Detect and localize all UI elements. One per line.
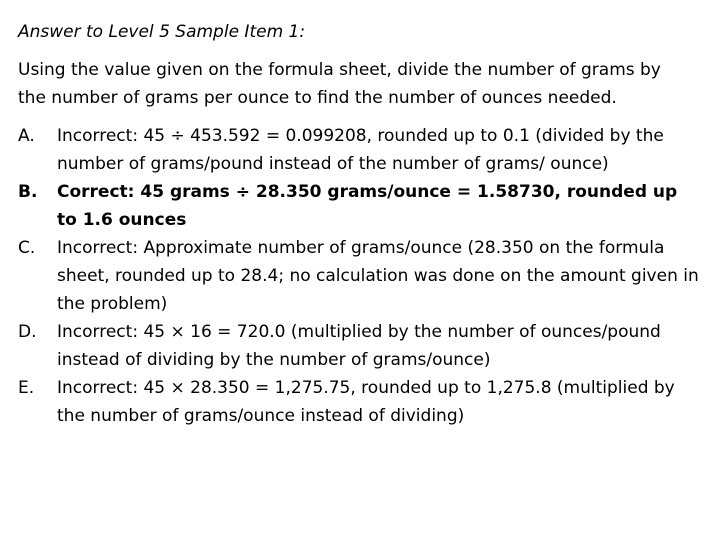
explanation-paragraph: Using the value given on the formula sheet, divide the number of grams by the number of grams per ounce to find the number of ounces needed. — [18, 60, 661, 108]
answer-item-a — [18, 122, 702, 178]
answer-item-b-correct — [18, 178, 702, 234]
answer-item-c — [18, 234, 702, 318]
answer-letter: B. — [18, 182, 38, 202]
answer-letter: D. — [18, 322, 37, 342]
answer-text: Incorrect: 45 × 28.350 = 1,275.75, rounded up to 1,275.8 (multiplied by the number of grams/ounce instead of dividing) — [57, 378, 675, 426]
answer-text: Incorrect: 45 × 16 = 720.0 (multiplied by the number of ounces/pound instead of dividing by the number of grams/ounce) — [57, 322, 661, 370]
answer-text: Incorrect: Approximate number of grams/ounce (28.350 on the formula sheet, rounded up to 28.4; no calculation was done on the amount given in the problem) — [57, 238, 699, 314]
answer-text: Correct: 45 grams ÷ 28.350 grams/ounce = 1.58730, rounded up to 1.6 ounces — [57, 182, 678, 230]
answer-item-e — [18, 374, 702, 430]
answer-letter: C. — [18, 238, 36, 258]
answer-letter: A. — [18, 126, 35, 146]
answer-list — [18, 122, 702, 430]
answer-letter: E. — [18, 378, 35, 398]
answer-item-d — [18, 318, 702, 374]
answer-heading: Answer to Level 5 Sample Item 1: — [18, 22, 306, 42]
answer-text: Incorrect: 45 ÷ 453.592 = 0.099208, rounded up to 0.1 (divided by the number of grams/pound instead of the number of grams/ ounce) — [57, 126, 664, 174]
